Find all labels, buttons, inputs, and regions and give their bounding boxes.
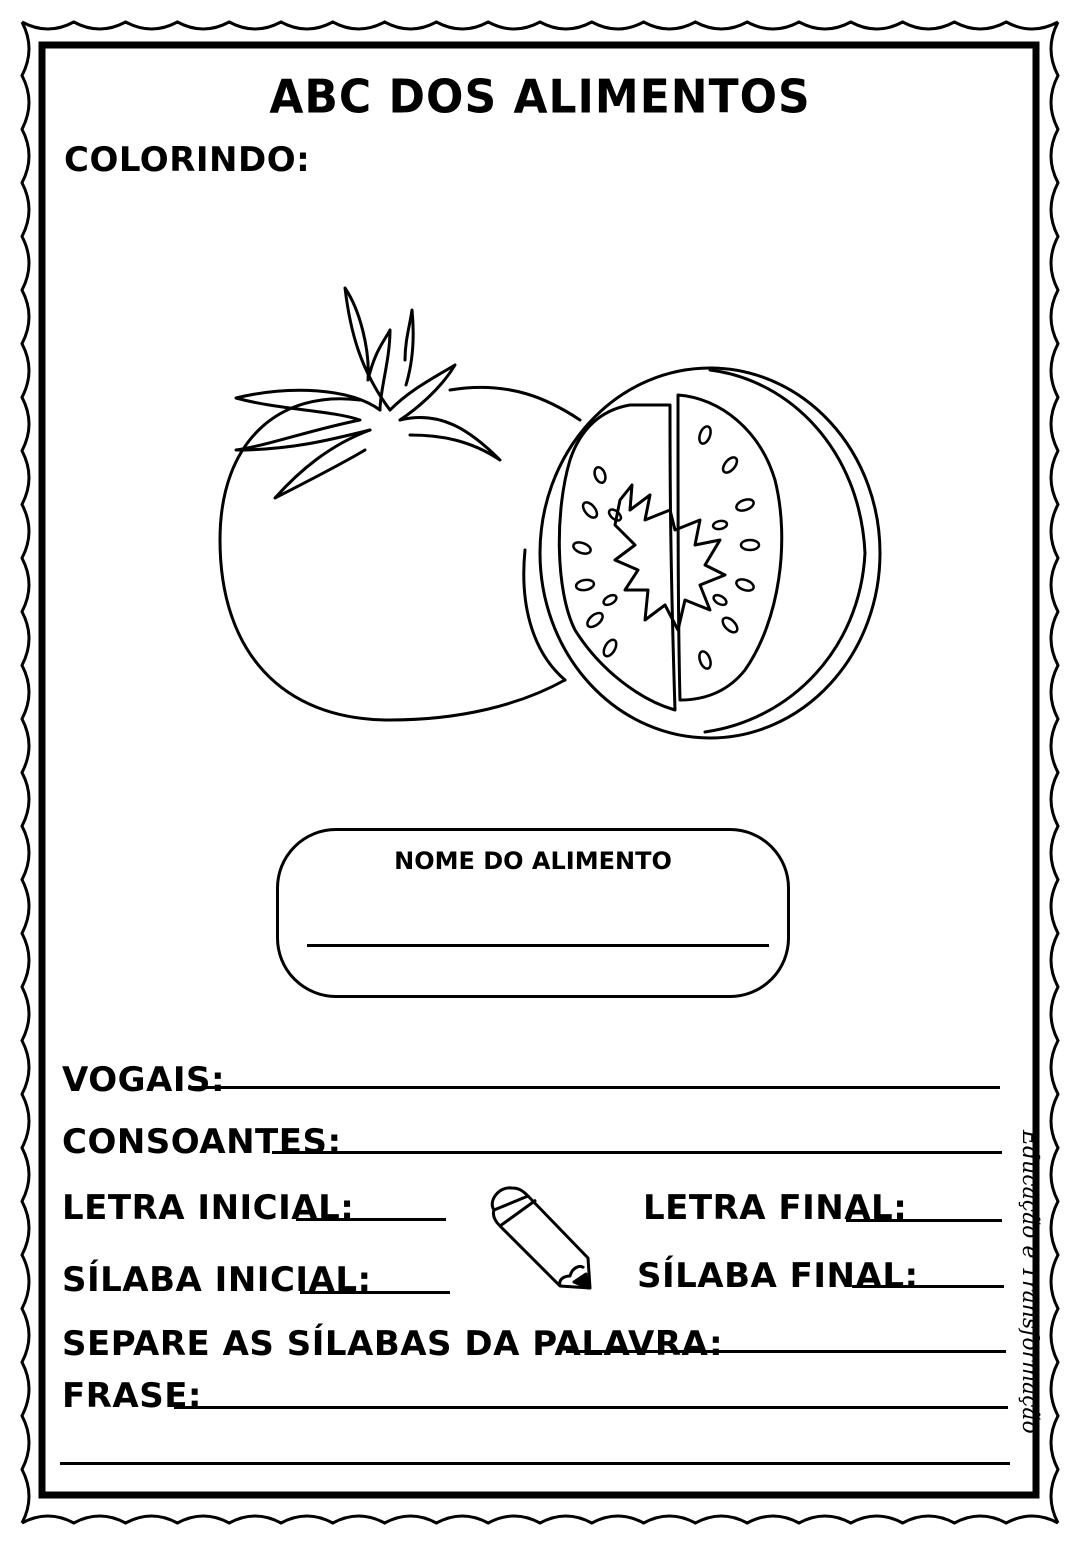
final-letter-line[interactable] [846,1219,1002,1222]
coloring-label: COLORINDO: [64,140,311,180]
initial-letter-line[interactable] [296,1218,446,1221]
food-name-line[interactable] [307,944,769,947]
sentence-line-2[interactable] [60,1462,1010,1465]
vowels-label: VOGAIS: [62,1060,226,1100]
initial-syllable-line[interactable] [300,1291,450,1294]
final-syllable-line[interactable] [852,1285,1004,1288]
watermark-text: Educação e Transformação [1017,1130,1042,1434]
pencil-icon [484,1182,596,1294]
consonants-label: CONSOANTES: [62,1122,342,1162]
final-syllable-label: SÍLABA FINAL: [637,1256,919,1296]
wavy-border-edge [1051,22,1058,1523]
wavy-border-edge [22,1516,1058,1523]
final-letter-label: LETRA FINAL: [643,1188,908,1228]
separate-syllables-line[interactable] [566,1350,1006,1353]
vowels-line[interactable] [188,1086,1000,1089]
wavy-border-edge [22,22,29,1523]
initial-letter-label: LETRA INICIAL: [62,1188,355,1228]
consonants-line[interactable] [272,1151,1002,1154]
wavy-border-edge [22,22,1058,29]
page-title: ABC DOS ALIMENTOS [269,70,811,125]
initial-syllable-label: SÍLABA INICIAL: [62,1260,372,1300]
food-name-label: NOME DO ALIMENTO [394,847,672,875]
separate-syllables-label: SEPARE AS SÍLABAS DA PALAVRA: [62,1324,724,1364]
sentence-line[interactable] [174,1406,1008,1409]
sentence-label: FRASE: [62,1376,203,1416]
tomato-icon [200,270,900,750]
food-name-box [276,828,790,998]
